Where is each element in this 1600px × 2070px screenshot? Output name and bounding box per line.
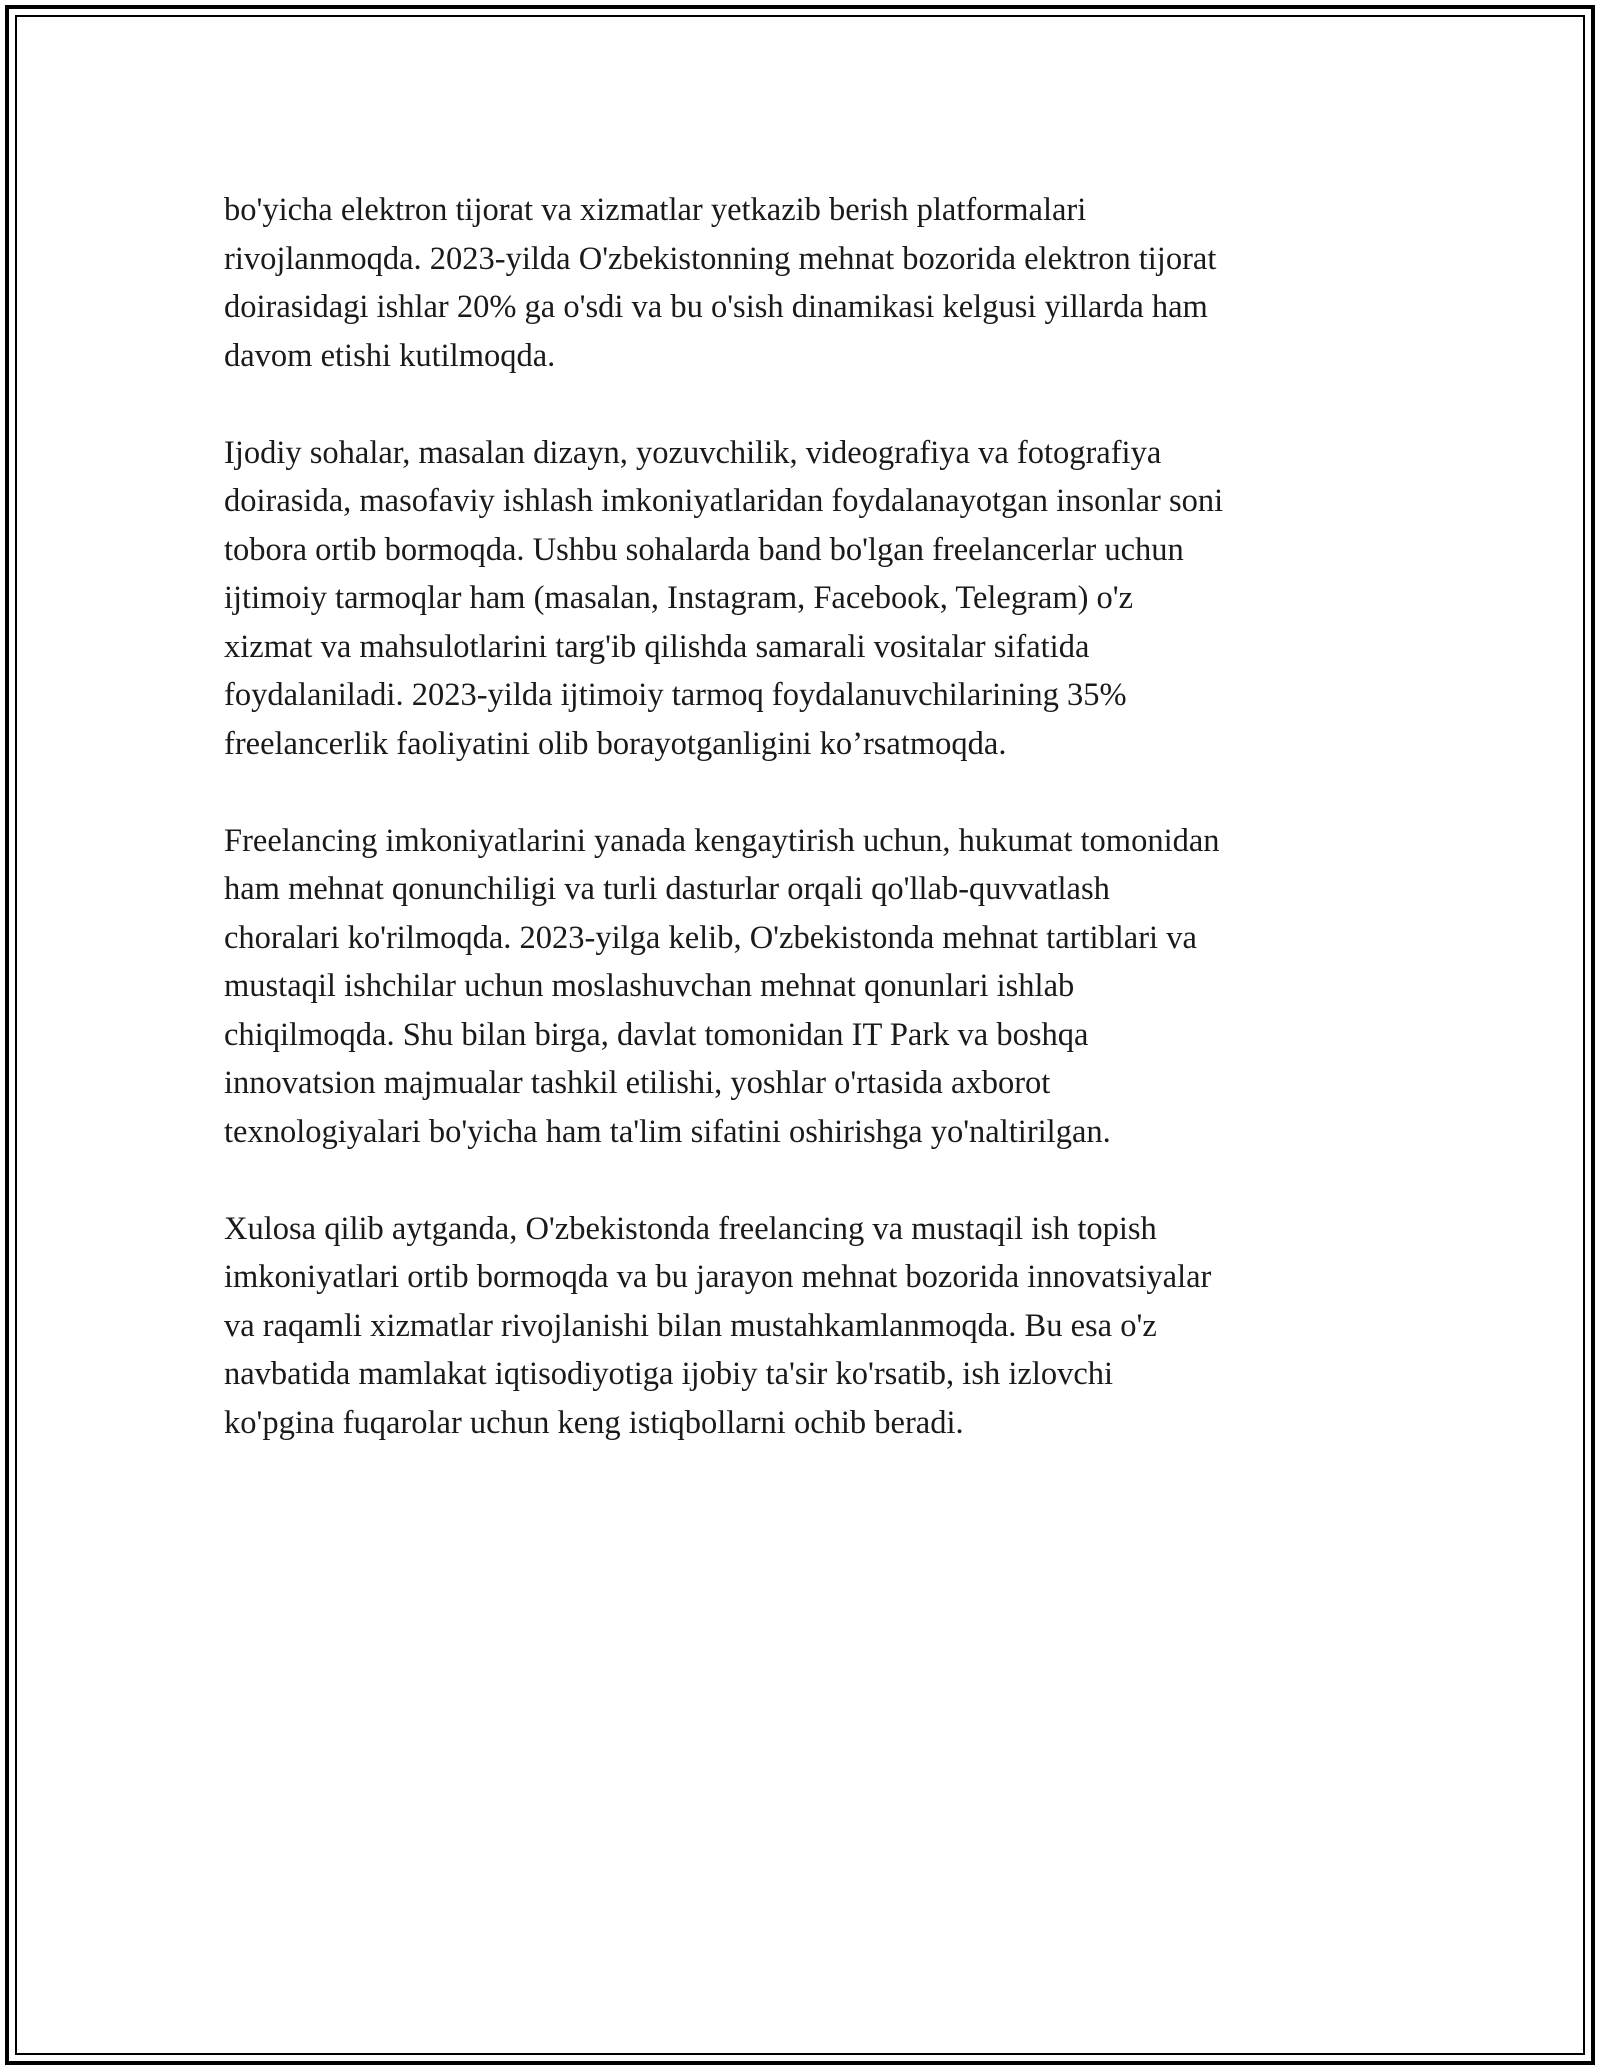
text-line: mustaqil ishchilar uchun moslashuvchan mehnat qonunlari ishlab — [224, 968, 1075, 1004]
paragraph-conclusion — [224, 1205, 1374, 1448]
text-line: texnologiyalari bo'yicha ham ta'lim sifatini oshirishga yo'naltirilgan. — [224, 1113, 1111, 1150]
text-line: doirasidagi ishlar 20% ga o'sdi va bu o'sish dinamikasi kelgusi yillarda ham — [224, 289, 1208, 325]
text-line: xizmat va mahsulotlarini targ'ib qilishda samarali vositalar sifatida — [224, 628, 1090, 665]
text-line: foydalaniladi. 2023-yilda ijtimoiy tarmoq foydalanuvchilarining 35% — [224, 677, 1127, 713]
text-line: innovatsion majmualar tashkil etilishi, yoshlar o'rtasida axborot — [224, 1065, 1051, 1101]
text-line: Freelancing imkoniyatlarini yanada kengaytirish uchun, hukumat tomonidan — [224, 822, 1220, 859]
document-body — [224, 186, 1374, 1496]
text-line: ko'pgina fuqarolar uchun keng istiqbollarni ochib beradi. — [224, 1404, 964, 1441]
text-line: va raqamli xizmatlar rivojlanishi bilan mustahkamlanmoqda. Bu esa o'z — [224, 1307, 1157, 1344]
text-line: navbatida mamlakat iqtisodiyotiga ijobiy ta'sir ko'rsatib, ish izlovchi — [224, 1356, 1114, 1392]
text-line: tobora ortib bormoqda. Ushbu sohalarda band bo'lgan freelancerlar uchun — [224, 531, 1184, 568]
text-line: rivojlanmoqda. 2023-yilda O'zbekistonning mehnat bozorida elektron tijorat — [224, 240, 1217, 277]
text-line: bo'yicha elektron tijorat va xizmatlar yetkazib berish platformalari — [224, 192, 1087, 228]
text-line: choralari ko'rilmoqda. 2023-yilga kelib, O'zbekistonda mehnat tartiblari va — [224, 919, 1197, 956]
text-line: freelancerlik faoliyatini olib borayotganligini ko’rsatmoqda. — [224, 725, 1007, 762]
paragraph-ecommerce — [224, 186, 1374, 380]
text-line: doirasida, masofaviy ishlash imkoniyatlaridan foydalanayotgan insonlar soni — [224, 483, 1224, 519]
text-line: Ijodiy sohalar, masalan dizayn, yozuvchilik, videografiya va fotografiya — [224, 434, 1162, 471]
paragraph-government-support — [224, 817, 1374, 1157]
text-line: Xulosa qilib aytganda, O'zbekistonda freelancing va mustaqil ish topish — [224, 1210, 1157, 1247]
paragraph-creative-fields — [224, 429, 1374, 769]
text-line: imkoniyatlari ortib bormoqda va bu jarayon mehnat bozorida innovatsiyalar — [224, 1259, 1212, 1295]
text-line: davom etishi kutilmoqda. — [224, 337, 556, 374]
text-line: ham mehnat qonunchiligi va turli dasturlar orqali qo'llab-quvvatlash — [224, 871, 1110, 907]
text-line: ijtimoiy tarmoqlar ham (masalan, Instagram, Facebook, Telegram) o'z — [224, 580, 1134, 616]
text-line: chiqilmoqda. Shu bilan birga, davlat tomonidan IT Park va boshqa — [224, 1016, 1089, 1053]
